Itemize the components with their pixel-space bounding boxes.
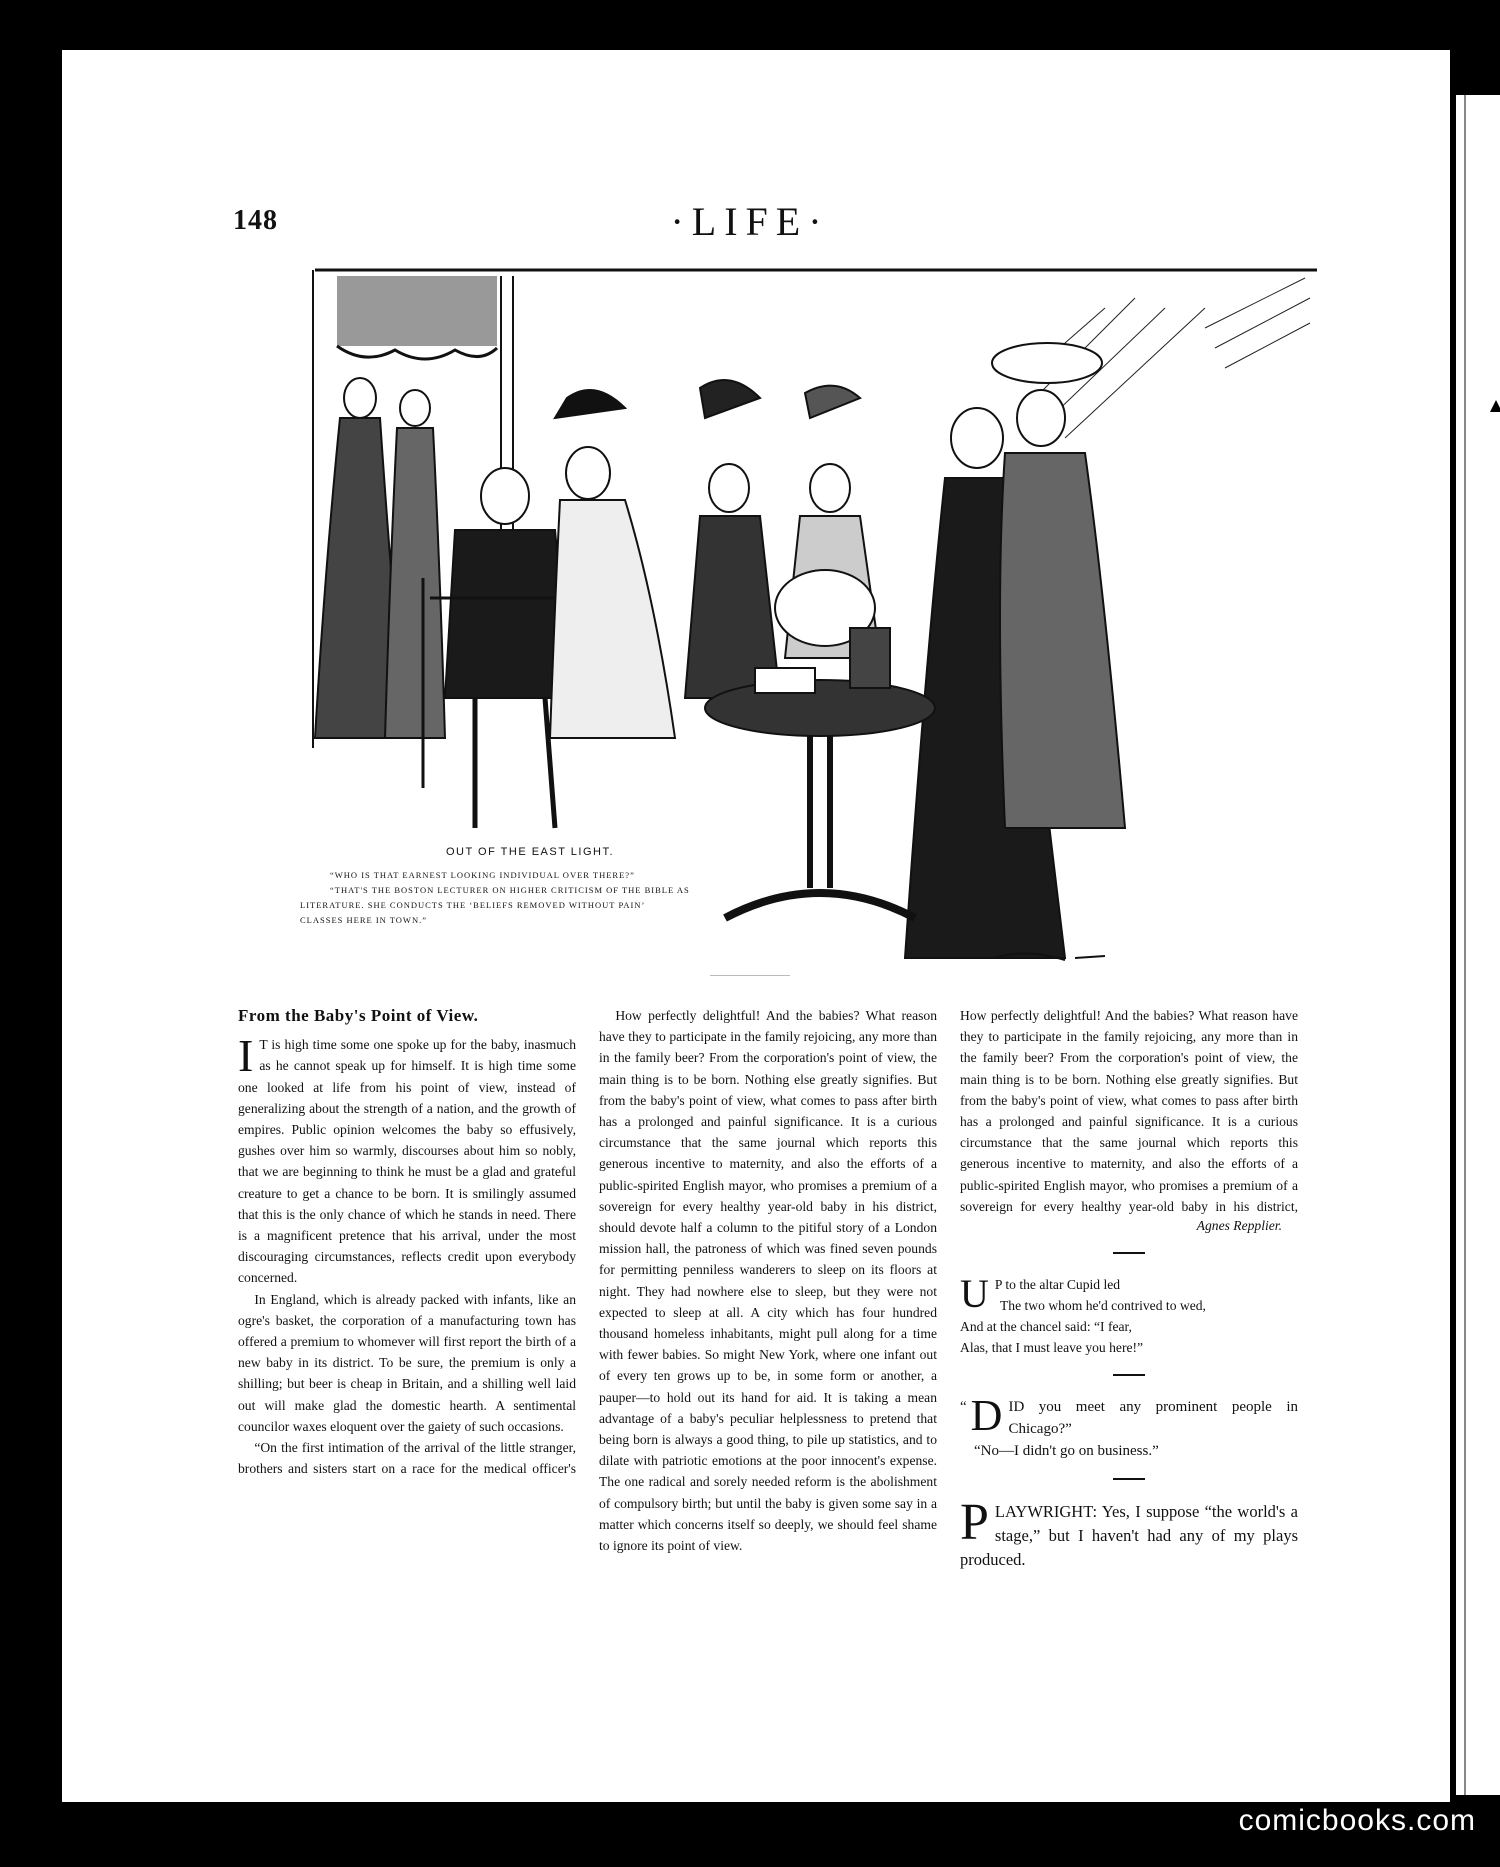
dropcap: P: [960, 1494, 989, 1552]
column-3: [960, 1005, 1298, 1572]
article-paragraph: [238, 1030, 576, 1288]
paragraph-text: T is high time some one spoke up for the baby, inasmuch as he cannot speak up for himself. It is high time some one looked at life from his point of view, instead of generalizing about the strength of a nation, and the growth of empires. Public opinion welcomes the baby so effusively, gushes over him so warmly, discourses about him so nobly, that we are beginning to think he must be a glad and grateful creature to get a chance to be born. It is smilingly assumed that this is the only chance of which he stands in need. There is a magnificent pretence that his arrival, under the most discouraging circumstances, reflects credit upon everybody concerned.: [238, 1037, 576, 1286]
section-rule: [1113, 1478, 1145, 1480]
column-1: [238, 1005, 576, 1479]
caption-line: LITERATURE. SHE CONDUCTS THE ‘BELIEFS REMOVED WITHOUT PAIN’: [300, 900, 646, 910]
divider: [710, 975, 790, 976]
joke-line: ID you meet any prominent people in Chicago?”: [1008, 1399, 1298, 1438]
joke-piece: [960, 1391, 1298, 1462]
verse-line: And at the chancel said: “I fear,: [960, 1319, 1132, 1335]
article-paragraph: How perfectly delightful! And the babies? What reason have they to participate in the family rejoicing, any more than in the family beer? From the corporation's point of view, the main thing is to be born. Nothing else greatly signifies. But from the baby's point of view, what comes to pass after birth has a prolonged and painful significance. It is a curious circumstance that the same journal which reports this generous incentive to maternity, and also the efforts of a public-spirited English mayor, who promises a premium of a sovereign for every healthy year-old baby in his district, should devote half a column to the pitiful story of a London mission hall, the patroness of which was fined seven pounds for permitting penniless wanderers to sleep on its floors at night. They had nowhere else to sleep, but they were not expected to sleep at all. A city which has four hundred thousand homeless inhabitants, might pull along for a time with fewer babies. So might New York, where one infant out of every ten grows up to be, in some form or another, a pauper—to hold out its hand for aid. It is taking a mean advantage of a baby's peculiar helplessness to pretend that being born is always a good thing, to pile up statistics, and to dilate with patriotic emotions at the poor innocent's expense. The one radical and sorely needed reform is the abolishment of compulsory birth; but until the baby is given some say in a matter which concerns itself so deeply, we should feel shame to ignore its point of view.: [599, 1008, 937, 1554]
caption-title: OUT OF THE EAST LIGHT.: [445, 846, 615, 858]
paragraph-text: How perfectly delightful! And the babies? What reason have they to participate in the family rejoicing, any more than in the family beer? From the corporation's point of view, the main thing is to be born. Nothing else greatly signifies. But from the baby's point of view, what comes to pass after birth has a prolonged and painful significance. It is a curious circumstance that the same journal which reports this generous incentive to maternity, and also the efforts of a public-spirited English mayor, who promises a premium of a sovereign for every healthy year-old baby in his district,: [960, 1008, 1298, 1214]
article-paragraph-end: [960, 1005, 1298, 1215]
facing-page-edge: [1450, 95, 1500, 1795]
section-rule: [1113, 1374, 1145, 1376]
verse-line: P to the altar Cupid led: [994, 1277, 1121, 1293]
article-paragraph: “On the first intimation of the arrival of the little stranger, brothers and sisters start on a race for the medical officer's: [238, 1440, 576, 1477]
caption-line: “WHO IS THAT EARNEST LOOKING INDIVIDUAL OVER THERE?”: [330, 870, 635, 880]
masthead: ·LIFE·: [670, 199, 830, 244]
article-title: From the Baby's Point of View.: [238, 1006, 479, 1025]
playwright-piece: [960, 1494, 1298, 1572]
verse-line: Alas, that I must leave you here!”: [960, 1340, 1144, 1356]
page-number: 148: [233, 205, 278, 236]
caption-line: CLASSES HERE IN TOWN.”: [300, 915, 427, 925]
verse-line: The two whom he'd contrived to wed,: [1000, 1298, 1206, 1314]
dropcap: I: [238, 1030, 254, 1082]
column-2: [599, 1005, 937, 1867]
dropcap: U: [960, 1271, 989, 1317]
section-rule: [1113, 1252, 1145, 1254]
caption-line: “THAT'S THE BOSTON LECTURER ON HIGHER CRITICISM OF THE BIBLE AS: [330, 885, 690, 895]
dropcap: D: [970, 1391, 1003, 1441]
margin-mark: [1490, 400, 1500, 412]
article-paragraph: In England, which is already packed with infants, like an ogre's basket, the corporation of a manufacturing town has offered a premium to whomever will first report the birth of a new baby in its district. To be sure, the premium is only a shilling; but beer is cheap in Britain, and a shilling well laid out will make glad the domestic hearth. A sentimental councilor waxes eloquent over the gaiety of such occasions.: [238, 1291, 576, 1434]
verse-piece: [960, 1271, 1298, 1358]
author-signature: Agnes Repplier.: [1196, 1218, 1282, 1233]
joke-line: “No—I didn't go on business.”: [974, 1443, 1159, 1460]
site-watermark: comicbooks.com: [1238, 1804, 1476, 1837]
illustration-caption: [300, 846, 760, 928]
playwright-text: LAYWRIGHT: Yes, I suppose “the world's a stage,” but I haven't had any of my plays produced.: [960, 1502, 1298, 1570]
open-quote: “: [960, 1399, 967, 1416]
